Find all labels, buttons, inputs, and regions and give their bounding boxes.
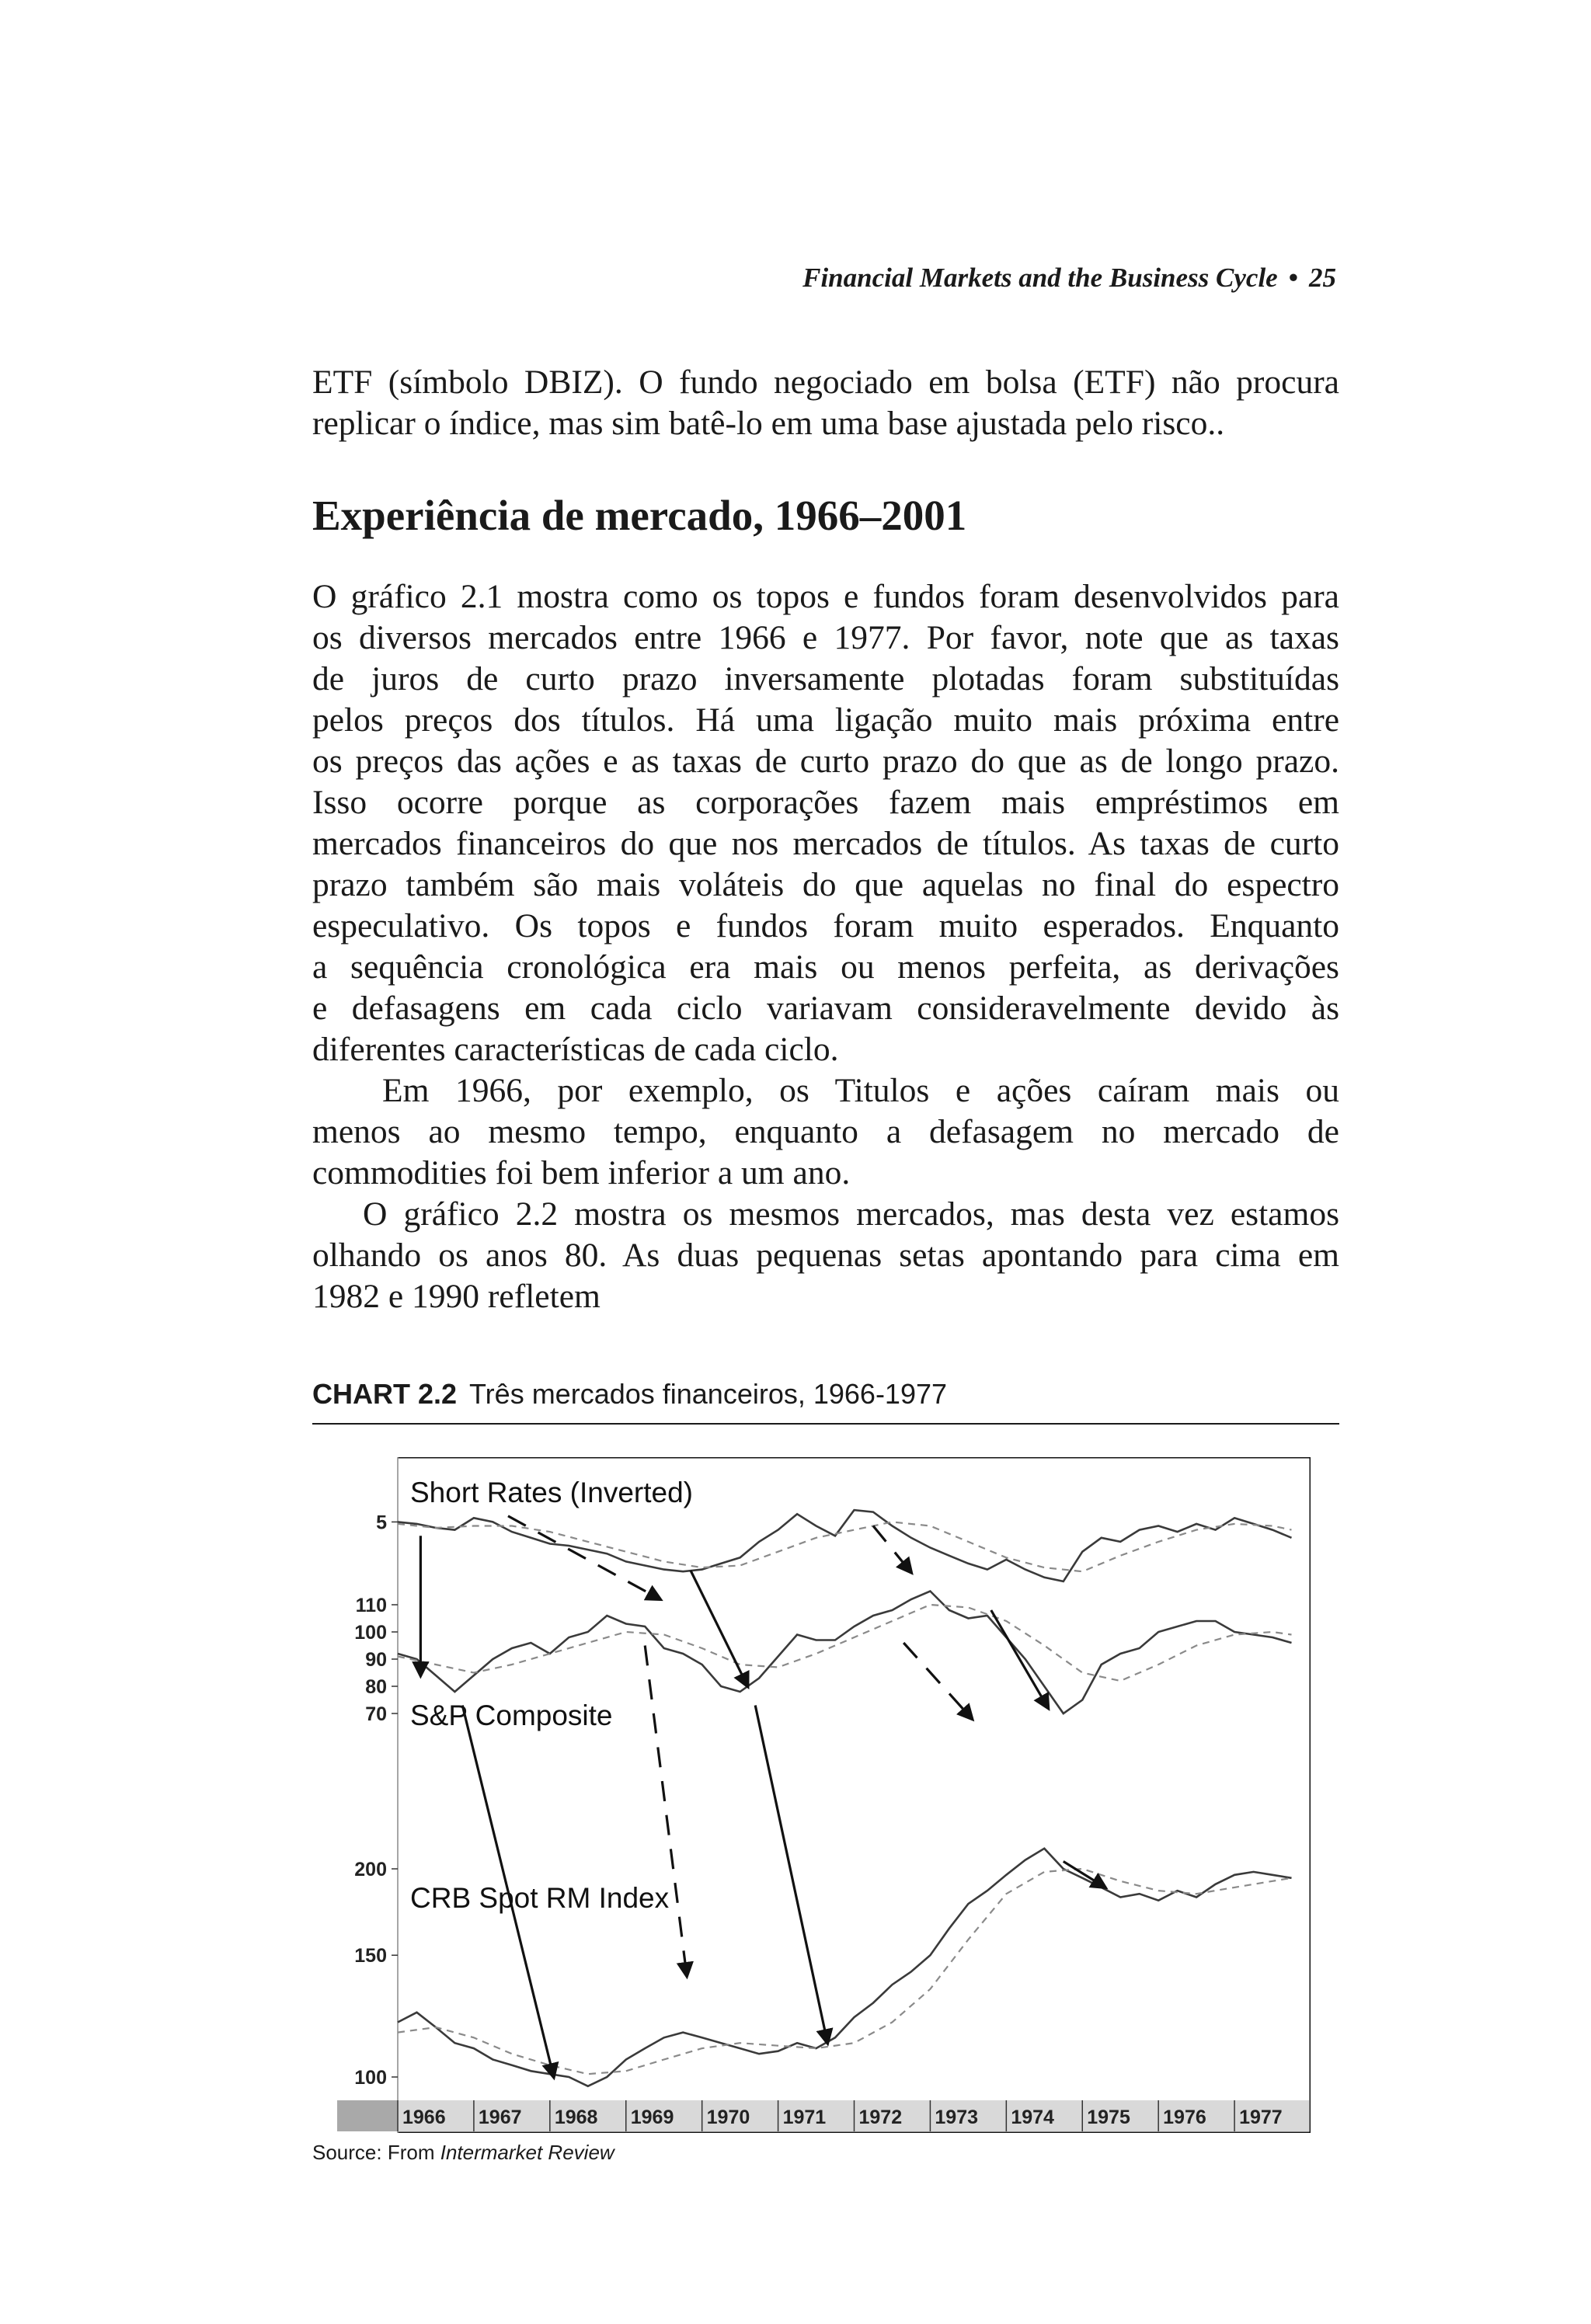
y-tick-label: 110 [355,1595,387,1616]
x-tick-label: 1976 [1163,2107,1206,2128]
running-head [802,263,1336,294]
body-line: Isso ocorre porque as corporações fazem mais empréstimos em [312,784,1339,821]
x-tick-label: 1973 [935,2107,979,2128]
body-line: pelos preços dos títulos. Há uma ligação muito mais próxima entre [312,701,1339,739]
body-line: menos ao mesmo tempo, enquanto a defasagem no mercado de [312,1113,1339,1150]
chart-number: CHART 2.2 [312,1378,458,1410]
body-line: O gráfico 2.2 mostra os mesmos mercados, mas desta vez estamos [363,1195,1339,1233]
body-line: os preços das ações e as taxas de curto prazo do que as de longo prazo. [312,743,1339,780]
y-tick-label: 5 [376,1512,387,1534]
body-line: os diversos mercados entre 1966 e 1977. Por favor, note que as taxas [312,619,1339,656]
body-line: e defasagens em cada ciclo variavam consideravelmente devido às [312,990,1339,1027]
chart-svg [336,1457,1311,2133]
running-head-separator: • [1288,263,1298,293]
x-tick-label: 1972 [858,2107,903,2128]
y-tick-label: 70 [365,1703,387,1725]
source-note [312,2141,614,2165]
body-text [312,576,1339,1317]
panel-label: Short Rates (Inverted) [410,1477,693,1508]
x-tick-label: 1969 [630,2107,674,2128]
y-axis-area [336,1457,398,2133]
panel-label: CRB Spot RM Index [410,1882,670,1914]
page-number: 25 [1309,263,1336,293]
y-tick-label: 90 [365,1649,387,1671]
body-line: 1982 e 1990 refletem [312,1278,601,1315]
intro-paragraph [312,362,1339,444]
chart-caption [312,1378,1339,1425]
x-tick-label: 1968 [554,2107,598,2128]
body-line: O gráfico 2.1 mostra como os topos e fundos foram desenvolvidos para [312,578,1339,615]
y-tick-label: 200 [354,1859,387,1880]
source-prefix: Source: From [312,2141,440,2164]
x-tick-label: 1966 [402,2107,446,2128]
body-line: mercados financeiros do que nos mercados de títulos. As taxas de curto [312,825,1339,862]
y-tick-label: 100 [354,1622,387,1644]
body-line: de juros de curto prazo inversamente plotadas foram substituídas [312,660,1339,698]
x-axis-corner [337,2100,398,2131]
intro-line: replicar o índice, mas sim batê-lo em uma base ajustada pelo risco.. [312,405,1225,442]
body-line: Em 1966, por exemplo, os Titulos e ações caíram mais ou [382,1072,1339,1109]
x-tick-label: 1971 [782,2107,827,2128]
y-tick-label: 80 [365,1676,387,1698]
x-tick-label: 1974 [1011,2107,1054,2128]
body-line: diferentes características de cada ciclo. [312,1031,839,1068]
section-title: Experiência de mercado, 1966–2001 [312,492,967,539]
body-line: prazo também são mais voláteis do que aquelas no final do espectro [312,866,1339,903]
x-tick-label: 1967 [478,2107,522,2128]
chart [336,1457,1311,2133]
x-tick-label: 1975 [1087,2107,1130,2128]
x-tick-label: 1970 [706,2107,750,2128]
y-tick-label: 150 [354,1945,387,1967]
chart-title: Três mercados financeiros, 1966-1977 [469,1378,948,1410]
y-tick-label: 100 [354,2067,387,2089]
body-line: a sequência cronológica era mais ou menos perfeita, as derivações [312,948,1339,986]
x-tick-label: 1977 [1239,2107,1283,2128]
panel-label: S&P Composite [410,1700,613,1731]
intro-line: ETF (símbolo DBIZ). O fundo negociado em bolsa (ETF) não procura [312,364,1339,401]
running-title: Financial Markets and the Business Cycle [802,263,1278,293]
chart-frame [336,1457,1311,2133]
body-line: olhando os anos 80. As duas pequenas setas apontando para cima em [312,1237,1339,1274]
body-line: commodities foi bem inferior a um ano. [312,1154,851,1192]
body-line: especulativo. Os topos e fundos foram muito esperados. Enquanto [312,907,1339,945]
source-publication: Intermarket Review [440,2141,614,2164]
